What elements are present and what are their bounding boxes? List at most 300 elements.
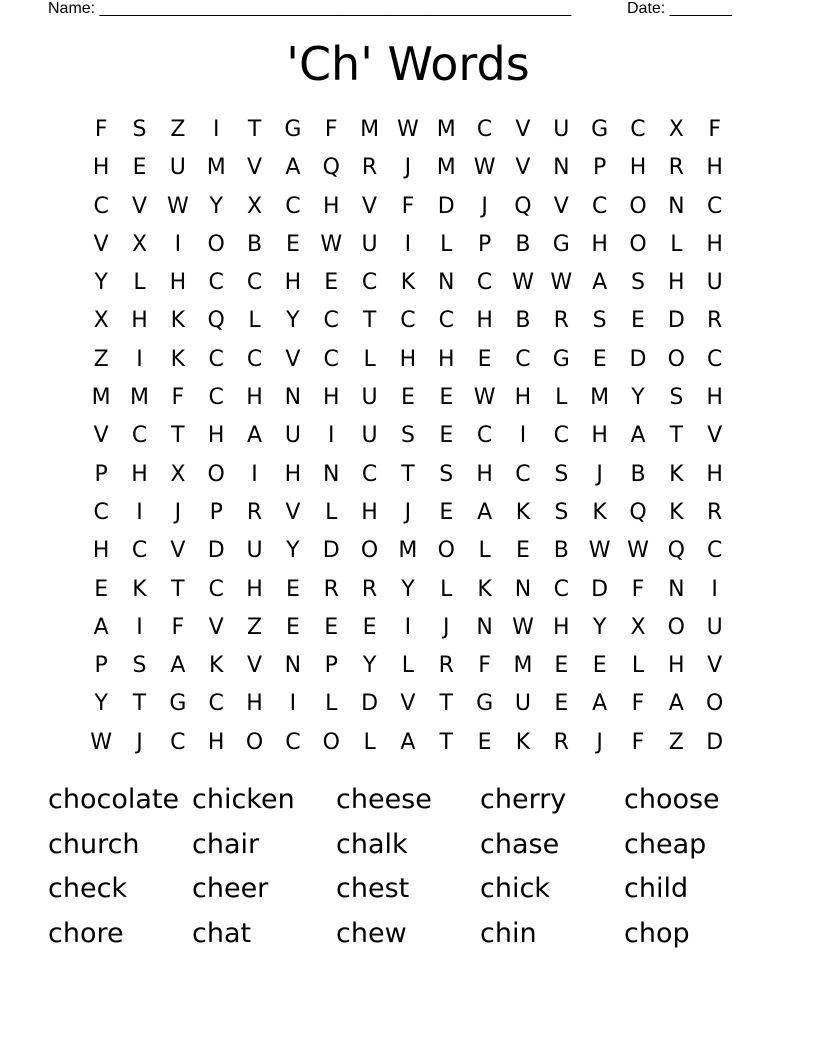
grid-cell: C [706,538,723,564]
grid-cell: Y [592,614,607,640]
grid-cell: X [630,614,646,640]
grid-cell: J [136,729,143,755]
grid-cell: C [361,461,378,487]
grid-cell: V [515,155,531,181]
grid-cell: J [443,614,450,640]
grid-cell: Q [514,193,532,219]
grid-cell: I [404,614,412,640]
grid-cell: K [132,576,147,602]
grid-cell: J [404,499,412,525]
grid-cell: S [132,117,147,142]
grid-cell: D [591,576,609,602]
grid-cell: F [324,117,338,142]
grid-cell: T [439,691,453,717]
grid-cell: R [361,576,378,602]
grid-cell: U [361,423,378,449]
grid-cell: H [284,461,302,487]
grid-cell: R [246,499,263,525]
grid-cell: I [212,117,220,142]
grid-cell: U [246,538,263,564]
name-field-label: Name: _____________________________________________________ [48,0,572,17]
grid-row [82,343,734,381]
grid-cell: U [361,385,378,411]
grid-cell: L [248,308,261,334]
grid-cell: Y [209,193,223,219]
grid-cell: K [669,461,684,487]
grid-cell: S [631,270,645,296]
header-line [0,0,816,20]
grid-cell: W [512,270,534,296]
grid-cell: Q [629,499,647,525]
grid-cell: P [94,461,108,487]
grid-cell: V [170,538,186,564]
grid-cell: I [519,423,527,449]
grid-cell: F [401,193,415,219]
grid-cell: G [284,117,302,142]
grid-cell: L [401,653,415,679]
grid-cell: C [553,423,569,449]
grid-cell: U [706,270,723,296]
grid-cell: E [285,231,300,257]
grid-cell: H [246,691,263,717]
grid-cell: W [397,117,419,142]
grid-cell: E [592,346,607,372]
grid-cell: A [668,691,684,717]
grid-row [82,573,734,611]
grid-cell: R [323,576,339,602]
grid-cell: X [668,117,684,142]
grid-cell: G [169,691,187,717]
grid-cell: A [247,423,263,449]
grid-cell: C [630,117,646,142]
grid-cell: W [550,270,573,296]
grid-cell: H [284,270,302,296]
grid-cell: W [512,614,534,640]
grid-cell: E [477,346,492,372]
grid-cell: C [208,576,224,602]
grid-cell: O [667,614,685,640]
grid-cell: R [553,308,569,334]
grid-cell: W [473,385,496,411]
grid-cell: O [207,231,225,257]
grid-cell: K [170,308,186,334]
grid-cell: I [404,231,412,257]
grid-cell: V [362,193,378,219]
grid-cell: L [325,691,338,717]
grid-cell: P [94,653,108,679]
grid-cell: C [438,308,454,334]
grid-cell: I [251,461,258,487]
word-list-item: chair [192,828,260,860]
grid-cell: T [171,423,185,449]
grid-cell: N [514,576,532,602]
grid-row [82,190,734,228]
word-list-item: chicken [192,784,295,815]
grid-cell: O [360,538,379,564]
grid-cell: Y [286,538,300,564]
grid-cell: E [554,653,569,679]
grid-cell: M [206,155,226,181]
grid-cell: N [668,193,685,219]
grid-cell: R [707,308,723,334]
grid-cell: C [515,461,531,487]
grid-cell: P [477,231,492,257]
grid-cell: H [322,385,340,411]
grid-cell: B [630,461,646,487]
grid-cell: O [706,691,724,717]
grid-row [82,611,734,649]
grid-row [82,304,734,342]
grid-cell: K [515,729,531,755]
word-list-item: chest [336,873,410,904]
grid-cell: V [707,423,723,449]
grid-cell: D [361,691,379,717]
grid-cell: L [478,538,491,564]
grid-cell: X [93,308,109,334]
grid-cell: W [473,155,496,181]
grid-cell: W [627,538,649,564]
grid-cell: S [132,653,147,679]
grid-cell: A [592,270,608,296]
grid-row [82,458,734,496]
grid-cell: V [400,691,416,717]
grid-cell: E [285,614,300,640]
grid-cell: P [209,499,223,525]
page-title: 'Ch' Words [286,37,530,91]
word-list-item: church [48,828,140,860]
grid-cell: N [553,155,570,181]
grid-cell: E [400,385,415,411]
grid-cell: G [476,691,494,717]
grid-cell: H [591,423,608,449]
word-list-item: choose [624,784,720,815]
grid-row [82,113,734,151]
grid-cell: C [131,423,148,449]
grid-cell: T [171,576,185,602]
grid-cell: E [516,538,530,564]
word-list-item: cheap [624,828,707,860]
grid-cell: V [515,117,531,142]
grid-cell: C [93,193,109,219]
grid-cell: C [285,193,301,219]
grid-cell: V [208,614,224,640]
grid-cell: C [591,193,608,219]
grid-cell: T [247,117,262,142]
grid-cell: T [401,461,415,487]
grid-cell: Z [247,614,263,640]
grid-cell: A [400,729,416,755]
grid-cell: F [171,614,185,640]
grid-cell: H [629,155,647,181]
grid-cell: U [514,691,531,717]
grid-row [82,381,734,419]
grid-cell: R [361,155,378,181]
grid-cell: V [285,499,301,525]
grid-cell: D [667,308,685,334]
grid-cell: I [136,614,143,640]
grid-cell: A [285,155,301,181]
grid-cell: V [247,155,263,181]
grid-cell: K [515,499,531,525]
grid-cell: U [169,155,186,181]
grid-cell: H [437,346,455,372]
grid-row [82,266,734,304]
grid-cell: U [553,117,570,142]
grid-cell: E [439,385,454,411]
grid-cell: H [246,576,263,602]
date-field-label: Date: _______ [627,0,732,17]
grid-cell: E [94,576,109,602]
grid-cell: L [133,270,146,296]
grid-cell: A [170,653,186,679]
grid-cell: Y [94,691,108,717]
grid-cell: F [631,691,645,717]
grid-cell: I [289,691,297,717]
grid-cell: R [707,499,723,525]
grid-cell: K [170,346,186,372]
grid-cell: M [91,385,111,411]
grid-cell: C [246,270,263,296]
grid-cell: C [208,385,224,411]
grid-cell: G [591,117,609,142]
grid-cell: Z [93,346,109,372]
grid-cell: T [439,729,453,755]
grid-cell: V [93,423,109,449]
grid-cell: H [207,729,225,755]
grid-cell: M [130,385,149,411]
grid-cell: M [360,117,380,142]
grid-cell: H [399,346,417,372]
word-list-item: chat [192,917,252,949]
grid-cell: W [166,193,189,219]
grid-cell: Y [362,653,377,679]
grid-cell: K [400,270,416,296]
grid-cell: M [398,538,418,564]
grid-cell: H [668,653,685,679]
grid-cell: S [554,461,569,487]
grid-cell: C [323,346,339,372]
grid-cell: A [93,614,109,640]
grid-cell: A [592,691,608,717]
grid-cell: T [669,423,684,449]
grid-cell: C [706,346,723,372]
grid-cell: C [476,117,493,142]
grid-cell: E [631,308,645,334]
grid-cell: Q [667,538,685,564]
grid-cell: X [170,461,186,487]
grid-cell: J [596,729,603,755]
grid-cell: E [592,653,607,679]
grid-cell: O [322,729,340,755]
word-list-item: child [624,873,689,904]
grid-cell: P [593,155,607,181]
word-list-item: chase [480,828,560,860]
grid-cell: C [323,308,339,334]
word-list-item: chop [624,917,690,949]
grid-cell: W [320,231,343,257]
grid-cell: T [362,308,377,334]
grid-cell: C [400,308,416,334]
grid-cell: N [668,576,685,602]
grid-cell: I [327,423,335,449]
word-list-item: chore [48,917,124,949]
grid-cell: H [131,308,148,334]
grid-cell: H [361,499,378,525]
grid-row [82,687,734,725]
word-list-item: cheer [192,873,269,904]
grid-cell: O [667,346,685,372]
grid-cell: B [247,231,263,257]
grid-cell: J [596,461,603,487]
grid-cell: O [629,231,647,257]
grid-cell: I [136,499,143,525]
grid-cell: H [92,155,110,181]
grid-cell: M [590,385,610,411]
grid-cell: C [208,270,224,296]
grid-cell: L [363,729,376,755]
grid-cell: H [706,385,723,411]
grid-cell: O [629,193,647,219]
grid-cell: T [132,691,147,717]
grid-cell: V [93,231,109,257]
grid-cell: E [477,729,492,755]
grid-cell: N [476,614,493,640]
grid-cell: H [706,461,723,487]
grid-cell: S [554,499,569,525]
grid-cell: C [476,423,493,449]
grid-cell: S [592,308,607,334]
grid-cell: K [477,576,492,602]
grid-cell: B [515,308,531,334]
grid-cell: E [324,614,339,640]
letter-grid [82,113,734,764]
grid-cell: E [439,423,454,449]
grid-row [82,649,734,687]
word-list-item: chick [480,873,550,904]
grid-cell: R [438,653,454,679]
grid-cell: C [553,576,569,602]
grid-cell: K [669,499,684,525]
grid-row [82,151,734,189]
grid-cell: B [553,538,569,564]
grid-cell: U [284,423,301,449]
grid-cell: F [478,653,491,679]
grid-cell: B [515,231,531,257]
grid-cell: M [436,155,456,181]
grid-cell: C [131,538,148,564]
grid-cell: C [208,346,224,372]
grid-cell: W [588,538,611,564]
grid-cell: P [324,653,338,679]
grid-cell: C [361,270,378,296]
word-list-item: chew [336,917,407,949]
grid-cell: H [322,193,340,219]
grid-cell: N [438,270,455,296]
grid-cell: L [670,231,683,257]
grid-cell: I [174,231,182,257]
grid-cell: Y [631,385,645,411]
grid-cell: Q [322,155,340,181]
grid-cell: I [136,346,143,372]
grid-cell: X [131,231,148,257]
grid-cell: C [170,729,186,755]
grid-cell: L [440,231,453,257]
grid-cell: C [246,346,263,372]
grid-cell: F [94,117,108,142]
grid-cell: H [476,461,493,487]
grid-cell: O [245,729,264,755]
grid-row [82,228,734,266]
grid-cell: L [440,576,453,602]
grid-cell: H [169,270,187,296]
grid-cell: H [92,538,110,564]
word-list-item: check [48,873,128,904]
grid-cell: H [706,155,723,181]
grid-cell: R [553,729,569,755]
grid-cell: F [708,117,721,142]
grid-cell: U [706,614,723,640]
grid-cell: G [552,231,570,257]
grid-row [82,419,734,457]
grid-cell: E [554,691,569,717]
grid-cell: D [629,346,647,372]
grid-cell: C [706,193,723,219]
grid-cell: A [630,423,646,449]
word-list-item: chalk [336,828,408,860]
grid-cell: H [591,231,608,257]
grid-cell: H [131,461,148,487]
grid-cell: N [323,461,340,487]
grid-cell: Z [170,117,186,142]
word-list-item: cheese [336,784,432,815]
grid-row [82,496,734,534]
grid-cell: D [706,729,724,755]
grid-cell: D [322,538,340,564]
grid-cell: M [513,653,533,679]
grid-cell: Y [401,576,415,602]
grid-cell: J [481,193,488,219]
grid-cell: H [668,270,685,296]
grid-cell: G [552,346,570,372]
grid-cell: Y [286,308,300,334]
grid-cell: E [362,614,377,640]
grid-cell: M [436,117,456,142]
grid-cell: N [284,653,302,679]
grid-row [82,534,734,572]
grid-cell: E [285,576,300,602]
grid-cell: C [93,499,109,525]
grid-cell: V [707,653,723,679]
grid-cell: E [439,499,454,525]
grid-cell: S [669,385,684,411]
grid-cell: V [553,193,569,219]
grid-cell: C [285,729,301,755]
word-list-item: chocolate [48,784,180,815]
grid-cell: H [246,385,263,411]
grid-cell: U [361,231,378,257]
grid-cell: F [171,385,185,411]
grid-cell: L [555,385,568,411]
grid-cell: L [631,653,645,679]
grid-cell: S [439,461,454,487]
grid-cell: A [477,499,493,525]
grid-cell: V [131,193,148,219]
grid-cell: E [324,270,339,296]
grid-cell: F [631,576,645,602]
grid-cell: H [553,614,570,640]
grid-cell: Y [94,270,108,296]
grid-cell: Q [207,308,225,334]
